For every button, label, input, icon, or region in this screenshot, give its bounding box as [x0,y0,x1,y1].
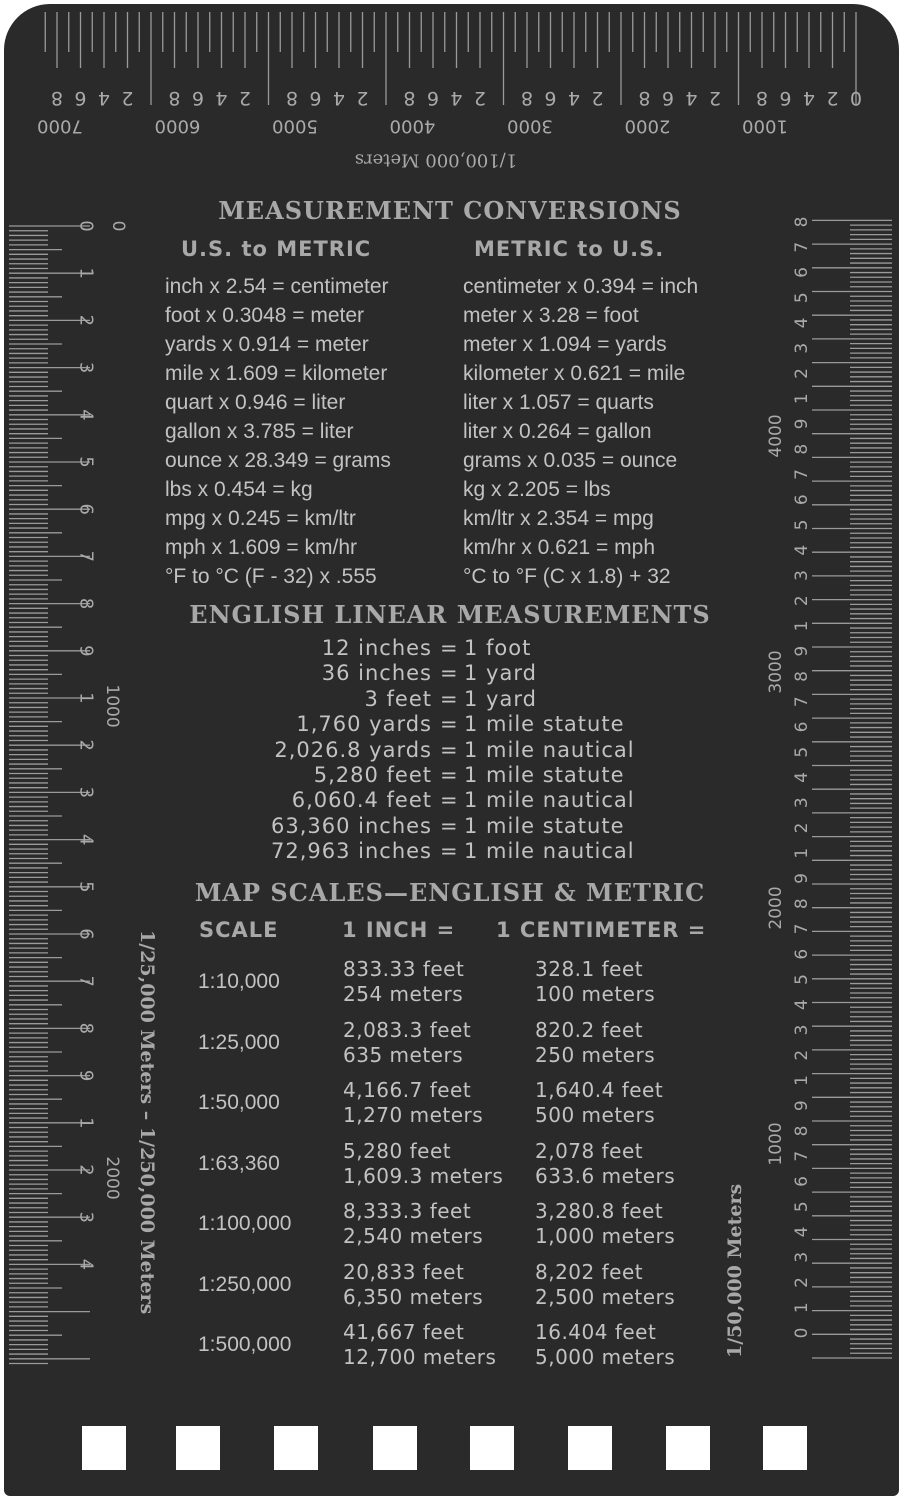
cm-meters: 2,500 meters [535,1284,676,1309]
equals-sign: = [440,712,459,737]
inch-feet: 4,166.7 feet [343,1078,472,1102]
right-ruler-digit: 5 [792,746,812,758]
inch-meters: 6,350 meters [343,1284,484,1309]
top-ruler-thousand: 2000 [624,115,671,137]
right-ruler-digit: 3 [792,1024,812,1036]
top-ruler-digit: 6 [426,87,440,109]
us-to-metric-list [165,272,391,591]
metric-to-us-header: METRIC to U.S. [474,237,665,261]
top-ruler-thousand: 7000 [37,115,83,137]
us-to-metric-header: U.S. to METRIC [181,237,372,261]
top-ruler-digit: 2 [356,87,369,109]
inch-meters: 12,700 meters [343,1345,497,1369]
right-ruler-digit: 6 [792,948,812,960]
inch-equivalent [343,1139,503,1189]
equals-sign: = [440,686,459,711]
right-ruler-digit: 4 [792,772,812,783]
left-ruler-thousand: 1000 [102,684,122,728]
cm-feet: 3,280.8 feet [535,1199,664,1223]
right-ruler-digit: 4 [792,544,812,556]
left-ruler-digit: 4 [75,833,97,846]
left-ruler-digit: 4 [75,409,97,421]
right-ruler-digit: 2 [792,595,812,607]
left-ruler-digit: 0 [75,220,97,232]
inch-equivalent [343,1018,471,1068]
centimeter-equivalent [535,1320,675,1370]
metric-to-us-item: kg x 2.205 = lbs [463,478,611,501]
left-ruler-digit: 1 [75,692,97,704]
punch-hole [82,1426,126,1470]
english-linear-right: 1 mile nautical [464,737,635,762]
inch-equivalent [343,957,464,1007]
cm-meters: 633.6 meters [535,1163,676,1188]
equals-sign: = [440,661,459,686]
top-ruler-thousand: 4000 [389,115,436,137]
cm-feet: 1,640.4 feet [535,1078,664,1102]
us-to-metric-item: mpg x 0.245 = km/ltr [165,507,356,530]
left-ruler-thousand: 2000 [102,1156,122,1200]
punch-hole [568,1426,612,1470]
us-to-metric-item: °F to °C (F - 32) x .555 [165,565,377,588]
left-ruler-zero: 0 [108,220,128,232]
top-ruler-digit: 6 [544,87,557,109]
inch-feet: 41,667 feet [343,1320,465,1344]
cm-meters: 1,000 meters [535,1224,676,1248]
inch-meters: 635 meters [343,1042,464,1067]
top-ruler-digit: 4 [685,87,698,109]
right-ruler-digit: 7 [792,696,812,708]
english-linear-left: 63,360 inches [270,813,432,838]
us-to-metric-item: mile x 1.609 = kilometer [165,362,388,385]
equals-sign: = [440,762,459,787]
right-ruler-thousand: 2000 [766,886,786,930]
metric-to-us-item: km/ltr x 2.354 = mpg [463,507,654,530]
cm-feet: 2,078 feet [535,1138,644,1163]
top-ruler-thousand: 1000 [742,115,788,137]
punch-hole [274,1426,318,1470]
right-ruler-digit: 6 [792,1176,812,1187]
english-linear-left: 12 inches [321,636,432,660]
right-ruler-digit: 5 [792,1201,812,1213]
top-ruler-digit: 4 [450,87,463,109]
centimeter-equivalent [535,957,655,1007]
top-ruler-digit: 8 [638,87,651,109]
equals-sign: = [440,788,459,813]
metric-to-us-item: km/hr x 0.621 = mph [463,536,656,559]
punch-hole [470,1426,514,1470]
us-to-metric-item: quart x 0.946 = liter [165,391,346,414]
top-ruler-thousand: 3000 [507,115,553,137]
centimeter-equivalent [535,1199,675,1249]
top-ruler-digit: 6 [191,87,205,109]
map-scale-ratio: 1:100,000 [198,1212,292,1235]
punch-hole [763,1426,807,1470]
right-ruler-digit: 4 [792,1226,812,1238]
english-linear-left: 36 inches [321,661,432,686]
english-linear-row [150,814,750,839]
metric-to-us-item: liter x 0.264 = gallon [463,420,652,443]
top-ruler-digit: 2 [826,87,839,109]
cm-feet: 328.1 feet [535,957,644,981]
top-ruler-digit: 2 [591,87,604,109]
map-scale-ratio: 1:10,000 [198,970,280,993]
map-scale-row [0,1315,903,1375]
top-ruler-digit: 6 [74,87,87,109]
map-scale-header-centimeter: 1 CENTIMETER = [496,918,707,942]
left-ruler-digit: 7 [75,550,97,563]
top-ruler-thousand: 6000 [154,115,201,137]
left-ruler-digit: 9 [75,1069,97,1082]
metric-to-us-item: meter x 3.28 = foot [463,304,639,327]
inch-equivalent [343,1078,483,1128]
left-ruler-digit: 4 [75,1258,97,1271]
right-ruler-digit: 3 [792,570,812,581]
top-ruler-digit: 2 [708,87,722,109]
left-ruler-digit: 7 [75,975,97,987]
left-ruler-digit: 8 [75,1022,97,1035]
cm-meters: 500 meters [535,1103,656,1127]
right-ruler-digit: 7 [792,923,812,935]
left-ruler-digit: 6 [75,928,97,940]
left-ruler-digit: 1 [75,267,97,279]
top-ruler-digit: 4 [802,87,816,109]
right-ruler-digit: 3 [792,342,812,354]
english-linear-row [150,661,750,686]
left-ruler-digit: 8 [75,597,97,610]
centimeter-equivalent [535,1078,663,1128]
us-to-metric-item: gallon x 3.785 = liter [165,420,354,443]
english-linear-row [150,763,750,788]
inch-feet: 8,333.3 feet [343,1199,472,1223]
right-ruler-digit: 8 [792,443,812,455]
inch-meters: 1,609.3 meters [343,1163,504,1188]
top-ruler-digit: 4 [97,87,111,109]
right-ruler-digit: 6 [792,267,812,278]
us-to-metric-item: mph x 1.609 = km/hr [165,536,358,559]
english-linear-right: 1 foot [464,636,532,660]
inch-feet: 20,833 feet [343,1259,465,1284]
metric-to-us-item: grams x 0.035 = ounce [463,449,678,472]
right-ruler-digit: 6 [792,721,812,733]
right-ruler-digit: 9 [792,645,812,657]
right-ruler-digit: 0 [792,1327,812,1339]
left-ruler-digit: 3 [75,361,97,374]
english-linear-row [150,738,750,763]
right-ruler-digit: 8 [792,671,812,682]
inch-equivalent [343,1199,483,1249]
right-ruler-digit: 1 [792,393,812,405]
punch-hole [176,1426,220,1470]
english-linear-row [150,788,750,813]
top-ruler-digit: 2 [473,87,487,109]
left-ruler-digit: 1 [75,1117,97,1129]
top-ruler-digit: 8 [403,87,416,109]
us-to-metric-item: lbs x 0.454 = kg [165,478,313,501]
left-ruler-digit: 6 [75,503,97,515]
english-linear-left: 1,760 yards [296,712,432,737]
centimeter-equivalent [535,1139,675,1189]
right-ruler-thousand: 1000 [766,1122,786,1166]
equals-sign: = [440,737,459,762]
right-ruler-digit: 5 [792,974,812,985]
map-scale-ratio: 1:50,000 [198,1091,280,1114]
top-ruler-digit: 0 [849,87,863,109]
right-ruler-digit: 1 [792,1075,812,1086]
left-ruler-digit: 5 [75,881,97,893]
inch-meters: 1,270 meters [343,1103,484,1127]
english-linear-left: 2,026.8 yards [274,737,432,762]
us-to-metric-item: inch x 2.54 = centimeter [165,275,389,298]
right-ruler-digit: 1 [792,847,812,859]
metric-to-us-list [463,272,698,591]
english-linear-title: ENGLISH LINEAR MEASUREMENTS [189,600,711,629]
top-ruler-thousand: 5000 [272,115,318,137]
cm-meters: 5,000 meters [535,1345,676,1369]
map-scale-header-inch: 1 INCH = [342,918,456,942]
right-ruler-thousand: 4000 [766,414,786,458]
centimeter-equivalent [535,1260,675,1310]
right-ruler-digit: 9 [792,418,812,430]
top-ruler-digit: 4 [215,87,228,109]
inch-meters: 2,540 meters [343,1224,484,1248]
inch-meters: 254 meters [343,982,464,1006]
left-ruler-scale-label: 1/25,000 Meters – 1/250,000 Meters [136,930,158,1315]
top-ruler-digit: 6 [309,87,322,109]
right-ruler-digit: 7 [792,469,812,480]
english-linear-left: 72,963 inches [270,839,432,864]
right-ruler-digit: 3 [792,797,812,809]
english-linear-list [150,636,750,865]
centimeter-equivalent [535,1018,655,1068]
us-to-metric-item: yards x 0.914 = meter [165,333,369,356]
right-ruler-digit: 2 [792,1277,812,1288]
english-linear-right: 1 yard [464,686,537,711]
us-to-metric-item: foot x 0.3048 = meter [165,304,365,327]
top-ruler-digit: 8 [168,87,181,109]
english-linear-row [150,687,750,712]
right-ruler-digit: 2 [792,368,812,379]
right-ruler-digit: 9 [792,873,812,884]
cm-feet: 820.2 feet [535,1017,644,1042]
metric-to-us-item: kilometer x 0.621 = mile [463,362,686,385]
punch-hole [666,1426,710,1470]
right-ruler-digit: 2 [792,822,812,834]
equals-sign: = [440,636,459,660]
right-ruler-scale-label: 1/50,000 Meters [724,1183,746,1358]
english-linear-row [150,636,750,661]
metric-to-us-item: °C to °F (C x 1.8) + 32 [463,565,671,588]
inch-equivalent [343,1320,496,1370]
top-ruler-digit: 2 [121,87,134,109]
top-ruler-digit: 8 [50,87,64,109]
cm-meters: 100 meters [535,982,656,1006]
map-scale-ratio: 1:63,360 [198,1151,280,1175]
english-linear-left: 6,060.4 feet [291,788,432,813]
right-ruler-digit: 8 [792,216,812,228]
right-ruler-digit: 1 [792,1302,812,1314]
right-ruler-digit: 3 [792,1251,812,1263]
left-ruler-digit: 2 [75,739,97,751]
right-ruler-digit: 2 [792,1049,812,1061]
right-ruler-digit: 8 [792,898,812,910]
inch-equivalent [343,1260,483,1310]
right-ruler-digit: 5 [792,292,812,304]
left-ruler-digit: 3 [75,1211,97,1223]
top-ruler-scale-label: 1/100,000 Meters [354,149,518,171]
english-linear-right: 1 mile statute [464,813,625,838]
map-scales-title: MAP SCALES—ENGLISH & METRIC [194,878,706,907]
left-ruler-digit: 5 [75,456,97,468]
inch-feet: 833.33 feet [343,957,465,981]
equals-sign: = [440,839,459,864]
right-ruler-digit: 1 [792,620,812,632]
cm-feet: 16.404 feet [535,1320,657,1344]
english-linear-right: 1 mile statute [464,712,625,737]
english-linear-left: 5,280 feet [313,762,432,787]
english-linear-right: 1 mile statute [464,762,625,787]
top-ruler-digit: 8 [520,87,534,109]
right-ruler-digit: 6 [792,494,812,506]
map-scale-ratio: 1:25,000 [198,1030,280,1054]
conversions-title: MEASUREMENT CONVERSIONS [218,196,682,225]
metric-to-us-item: liter x 1.057 = quarts [463,391,654,414]
top-ruler-digit: 8 [755,87,769,109]
english-linear-row [150,712,750,737]
top-ruler-digit: 4 [567,87,581,109]
english-linear-left: 3 feet [364,686,432,711]
right-ruler-digit: 4 [792,317,812,329]
map-scale-header-scale: SCALE [199,918,279,942]
top-ruler-digit: 8 [285,87,299,109]
map-scale-ratio: 1:250,000 [198,1272,292,1296]
right-ruler-thousand: 3000 [766,650,786,694]
us-to-metric-item: ounce x 28.349 = grams [165,449,391,472]
left-ruler-digit: 9 [75,645,97,657]
right-ruler-digit: 9 [792,1100,812,1112]
inch-feet: 2,083.3 feet [343,1017,472,1042]
right-ruler-digit: 7 [792,241,812,253]
metric-to-us-item: meter x 1.094 = yards [463,333,667,356]
right-ruler-digit: 8 [792,1125,812,1137]
english-linear-right: 1 mile nautical [464,839,635,864]
punch-hole [373,1426,417,1470]
equals-sign: = [440,813,459,838]
right-ruler-digit: 7 [792,1150,812,1162]
english-linear-right: 1 mile nautical [464,788,635,813]
top-ruler-digit: 6 [779,87,792,109]
right-ruler-digit: 4 [792,999,812,1011]
english-linear-right: 1 yard [464,661,537,686]
english-linear-row [150,839,750,864]
cm-feet: 8,202 feet [535,1259,644,1284]
top-ruler-digit: 6 [661,87,675,109]
metric-to-us-item: centimeter x 0.394 = inch [463,275,699,298]
punch-holes [0,1426,903,1476]
top-ruler-digit: 2 [238,87,252,109]
left-ruler-digit: 2 [75,1164,97,1176]
left-ruler-digit: 3 [75,786,97,799]
right-ruler-digit: 5 [792,519,812,531]
map-scale-ratio: 1:500,000 [198,1333,292,1356]
left-ruler-digit: 2 [75,314,97,327]
inch-feet: 5,280 feet [343,1138,452,1163]
cm-meters: 250 meters [535,1042,656,1067]
top-ruler-digit: 4 [332,87,346,109]
